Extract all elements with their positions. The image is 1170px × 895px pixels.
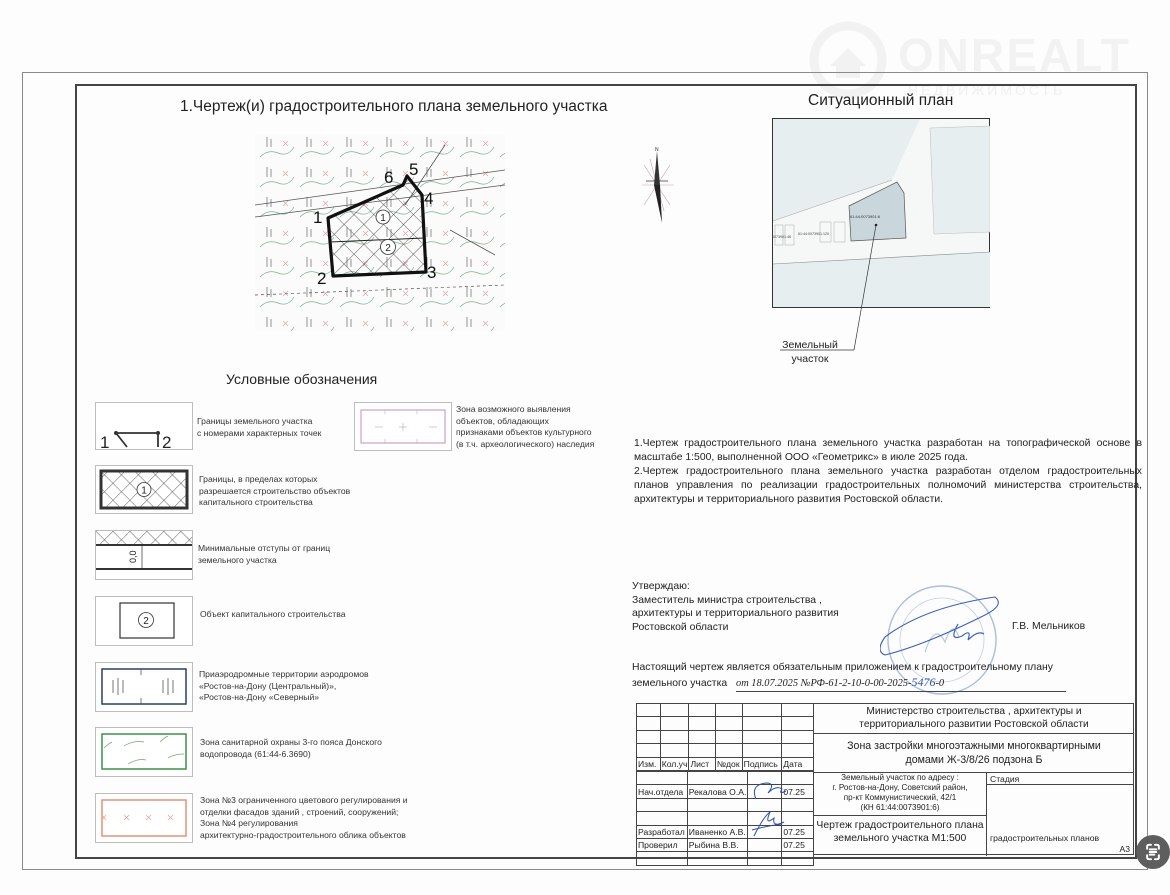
svg-text:1: 1 bbox=[141, 485, 147, 497]
legend-swatch-build-zone bbox=[95, 465, 193, 514]
header-list: Лист bbox=[689, 757, 715, 770]
legend-label-facade-zone: Зона №3 ограниченного цветового регулирования и отделки фасадов зданий , строений, сооружений; Зона №4 регулирования архитектурно-градостроительного облика объектов bbox=[200, 795, 408, 840]
legend-swatch-facade-zone bbox=[95, 793, 193, 843]
point-label-1: 1 bbox=[313, 208, 323, 227]
svg-text:0,0: 0,0 bbox=[128, 550, 138, 563]
signature-rekalova bbox=[748, 777, 788, 807]
legend-label-capital-object: Объект капитального строительства bbox=[200, 609, 346, 619]
svg-text:2: 2 bbox=[143, 616, 149, 627]
signatory-name: Г.В. Мельников bbox=[1012, 621, 1086, 632]
handwritten-number: 5476 bbox=[911, 675, 936, 689]
title-block bbox=[636, 703, 1134, 855]
signatory-row: Разработал Иваненко А.В. 07.25 bbox=[637, 825, 814, 838]
point-label-2: 2 bbox=[317, 269, 327, 288]
neighbor-label-2: 0073901:46 bbox=[772, 235, 791, 239]
point-label-3: 3 bbox=[427, 263, 437, 282]
svg-text:2: 2 bbox=[385, 243, 391, 254]
neighbor-label-1: 61:44:0073901:120 bbox=[798, 232, 829, 236]
situation-plan-title: Ситуационный план bbox=[808, 92, 954, 109]
point-label-5: 5 bbox=[409, 160, 419, 179]
gpzu-number: от 18.07.2025 №РФ-61-2-10-0-00-2025- bbox=[736, 678, 912, 689]
parcel-address: Земельный участок по адресу : г. Ростов-на-Дону, Советский район, пр-кт Коммунистический, 42/1 (КН 61:44:0073901:6) bbox=[832, 773, 968, 812]
zone-badge-1 bbox=[376, 210, 390, 224]
parcel-caption: Земельный участок bbox=[782, 339, 838, 365]
watermark-brand: ONREALT bbox=[898, 29, 1131, 81]
header-signature: Подпись bbox=[742, 757, 782, 770]
organization-name: Министерство строительства , архитектуры и территориального развитии Ростовской области bbox=[859, 706, 1089, 730]
legend-swatch-sanitary-zone bbox=[95, 727, 193, 777]
text-scan-icon bbox=[1136, 835, 1170, 869]
legend-swatch-aerodrome-zone bbox=[95, 662, 193, 712]
svg-text:N: N bbox=[655, 147, 659, 153]
legend-label-aerodrome-zone: Приаэродромные территории аэродромов «Ростов-на-Дону (Центральный)», «Ростов-на-Дону «Северный» bbox=[199, 669, 369, 702]
legend-title: Условные обозначения bbox=[226, 371, 378, 387]
signatory-row: Нач.отдела Рекалова О.А. 07.25 bbox=[637, 785, 814, 798]
stage-label: Стадия bbox=[990, 774, 1020, 784]
drawing-title: 1.Чертеж(и) градостроительного плана земельного участка bbox=[180, 98, 608, 115]
legend-label-parcel-boundary: Границы земельного участка с номерами характерных точек bbox=[197, 416, 322, 438]
legend-swatch-capital-object bbox=[95, 596, 193, 646]
header-izm: Изм. bbox=[637, 757, 661, 770]
signatory-row: Проверил Рыбина В.В. 07.25 bbox=[637, 838, 814, 851]
revision-table bbox=[636, 703, 814, 771]
point-label-6: 6 bbox=[384, 168, 394, 187]
signature-ivanenko-rybina bbox=[748, 808, 788, 840]
svg-text:1: 1 bbox=[100, 433, 110, 449]
zone-title: Зона застройки многоэтажными многоквартирными домами Ж-3/8/26 подзона Б bbox=[847, 740, 1101, 766]
svg-text:2: 2 bbox=[162, 433, 172, 449]
note-2: 2.Чертеж градостроительного плана земельного участка разработан отделом градостроительных планов управления по реализации градостроительных полномочий министерства строительства, архитектуры и территориального развития Ростовской области. bbox=[634, 466, 1142, 505]
header-ndok: №док bbox=[715, 757, 742, 770]
annex-statement: Настоящий чертеж является обязательным приложением к градостроительному плану земельного участка от 18.07.2025 №РФ-61-2-10-0-00-2025-5476-0 bbox=[632, 661, 1066, 692]
text-scan-button[interactable] bbox=[1136, 835, 1170, 869]
parcel-leader-line bbox=[770, 222, 890, 354]
topographic-map bbox=[255, 135, 505, 331]
header-date: Дата bbox=[782, 757, 814, 770]
north-arrow-icon bbox=[640, 145, 676, 225]
department-text: градостроительных планов bbox=[990, 833, 1100, 843]
legend-label-sanitary-zone: Зона санитарной охраны 3-го пояса Донского водопровода (61:44-6.3690) bbox=[200, 737, 382, 759]
legend-swatch-heritage-zone bbox=[354, 402, 452, 451]
legend-swatch-setback bbox=[95, 530, 193, 580]
drawing-notes bbox=[634, 437, 1142, 507]
svg-text:1: 1 bbox=[380, 213, 386, 224]
header-kol-uch: Кол.уч bbox=[661, 758, 688, 769]
approval-heading: Утверждаю: bbox=[632, 581, 690, 592]
zone-badge-2 bbox=[381, 240, 396, 255]
sheet-title: Чертеж градостроительного плана земельного участка М1:500 bbox=[816, 820, 984, 844]
legend-label-setback: Минимальные отступы от границ земельного участка bbox=[198, 543, 331, 565]
note-1: 1.Чертеж градостроительного плана земельного участка разработан на топографической основе в масштабе 1:500, выполненной ООО «Геометрикс» в июле 2025 года. bbox=[634, 438, 1142, 463]
approval-block: Утверждаю: Заместитель министра строительства , архитектуры и территориального развития Ростовской области bbox=[632, 581, 839, 633]
sheet-format: А3 bbox=[1119, 844, 1130, 854]
legend-label-heritage-zone: Зона возможного выявления объектов, обладающих признаками объектов культурного (в т.ч. археологического) наследия bbox=[456, 404, 595, 449]
parcel-number: 61:44:0073901:6 bbox=[850, 214, 881, 219]
watermark-tagline: НЕДВИЖИМОСТЬ bbox=[908, 82, 1066, 98]
point-label-4: 4 bbox=[424, 189, 434, 208]
legend-label-build-zone: Границы, в пределах которых разрешается строительство объектов капитального строительства bbox=[199, 474, 351, 507]
legend-swatch-parcel-boundary bbox=[95, 402, 193, 450]
